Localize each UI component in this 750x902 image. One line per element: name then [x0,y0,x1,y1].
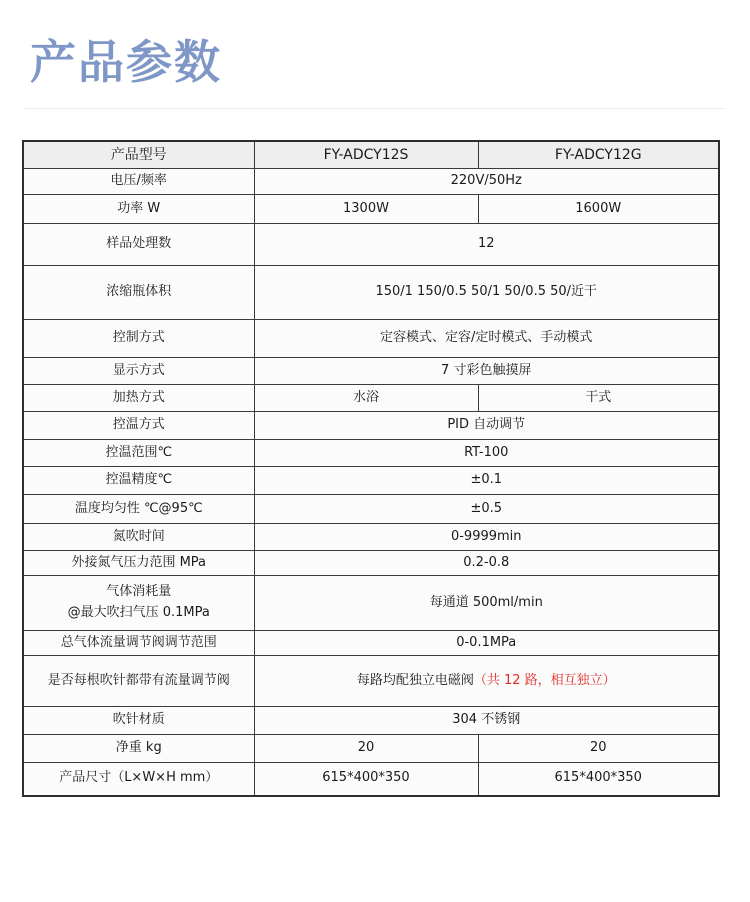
row-label: 产品尺寸（L×W×H mm） [23,763,254,796]
row-label: 是否每根吹针都带有流量调节阀 [23,656,254,707]
cell-value: RT-100 [254,440,719,467]
row-label: 浓缩瓶体积 [23,266,254,320]
cell-value: 0.2-0.8 [254,551,719,576]
row-label: 功率 W [23,195,254,224]
row-label: 吹针材质 [23,707,254,735]
row-label: 控温范围℃ [23,440,254,467]
cell-value: 304 不锈钢 [254,707,719,735]
spec-table [22,140,720,797]
row-label: 控制方式 [23,320,254,358]
cell-value: 150/1 150/0.5 50/1 50/0.5 50/近干 [254,266,719,320]
cell-col1: 615*400*350 [254,763,478,796]
table-row [23,266,719,320]
table-row [23,358,719,385]
cell-value: 定容模式、定容/定时模式、手动模式 [254,320,719,358]
table-row [23,169,719,195]
table-row [23,141,719,169]
row-label-line1: 气体消耗量 [106,584,172,600]
valve-note-red: （共 12 路，相互独立） [473,672,616,688]
cell-col2: 1600W [478,195,719,224]
valve-note-black: 每路均配独立电磁阀 [356,672,474,688]
cell-value: ±0.1 [254,467,719,495]
row-label: 样品处理数 [23,224,254,266]
cell-col2: FY-ADCY12G [478,141,719,169]
cell-value: 0-9999min [254,524,719,551]
page-title: 产品参数 [30,35,222,89]
cell-value: 12 [254,224,719,266]
row-label: 显示方式 [23,358,254,385]
row-label: 电压/频率 [23,169,254,195]
cell-col1: 1300W [254,195,478,224]
row-label: 加热方式 [23,385,254,412]
table-row [23,524,719,551]
table-row [23,656,719,707]
row-label: 氮吹时间 [23,524,254,551]
table-row [23,551,719,576]
table-row [23,763,719,796]
cell-col2: 干式 [478,385,719,412]
row-label: 控温精度℃ [23,467,254,495]
row-label: 控温方式 [23,412,254,440]
cell-col1: 20 [254,735,478,763]
row-label: 总气体流量调节阀调节范围 [23,631,254,656]
table-row [23,224,719,266]
cell-value: 每通道 500ml/min [254,576,719,631]
table-row [23,440,719,467]
table-row [23,735,719,763]
table-row [23,195,719,224]
cell-value [254,656,719,707]
row-label: 净重 kg [23,735,254,763]
cell-value: ±0.5 [254,495,719,524]
row-label [23,576,254,631]
cell-value: PID 自动调节 [254,412,719,440]
table-row [23,385,719,412]
cell-col2: 20 [478,735,719,763]
section-divider [25,108,725,109]
cell-value: 0-0.1MPa [254,631,719,656]
cell-value: 7 寸彩色触摸屏 [254,358,719,385]
cell-col1: FY-ADCY12S [254,141,478,169]
row-label: 温度均匀性 ℃@95℃ [23,495,254,524]
table-row [23,576,719,631]
row-label: 产品型号 [23,141,254,169]
cell-col1: 水浴 [254,385,478,412]
cell-value: 220V/50Hz [254,169,719,195]
cell-col2: 615*400*350 [478,763,719,796]
table-row [23,412,719,440]
row-label: 外接氮气压力范围 MPa [23,551,254,576]
table-row [23,320,719,358]
table-row [23,707,719,735]
table-row [23,495,719,524]
table-row [23,631,719,656]
row-label-line2: @最大吹扫气压 0.1MPa [67,605,210,620]
table-row [23,467,719,495]
